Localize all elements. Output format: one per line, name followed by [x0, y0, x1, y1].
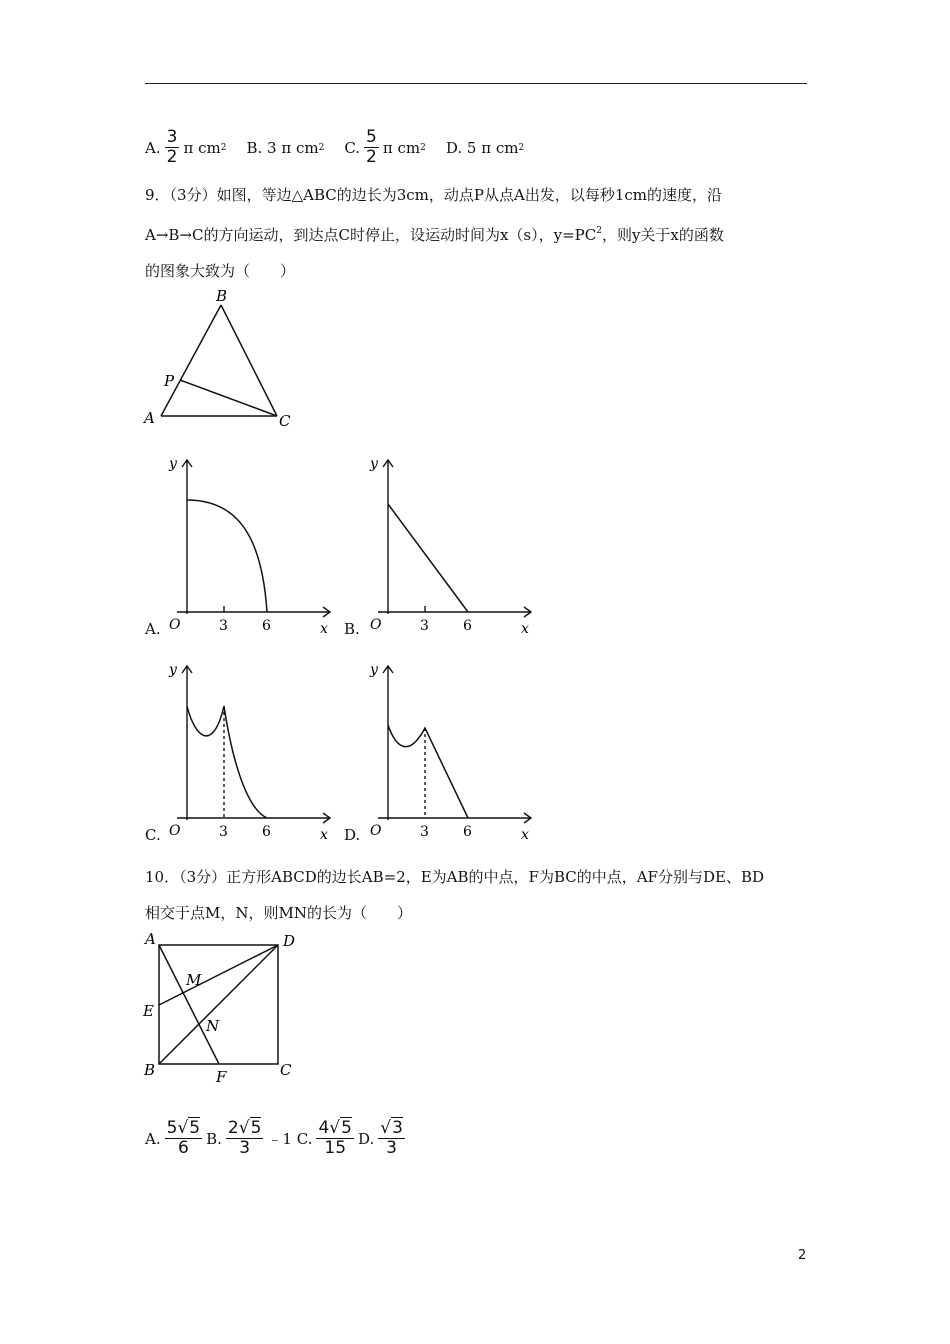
fraction: $\frac{5}{2}$	[366, 127, 377, 167]
svg-text:y: y	[169, 456, 177, 472]
q10-option-c[interactable]: C. $\frac{4√5}{15}$	[296, 1118, 352, 1158]
q9-triangle-figure	[140, 285, 300, 435]
header-rule	[145, 83, 807, 84]
svg-text:y: y	[169, 662, 177, 678]
label-e: E	[143, 1002, 154, 1020]
label-c: C	[280, 1061, 292, 1079]
svg-text:6: 6	[262, 618, 271, 634]
label-f: F	[216, 1068, 227, 1086]
q10-option-a[interactable]: A. $\frac{5√5}{6}$	[145, 1118, 201, 1158]
q9-option-b-label[interactable]: B.	[344, 620, 360, 638]
fraction: $\frac{4√5}{15}$	[318, 1118, 352, 1158]
label-b: B	[144, 1061, 156, 1079]
svg-text:O: O	[370, 823, 382, 839]
svg-text:x: x	[320, 621, 328, 637]
svg-text:x: x	[320, 827, 328, 843]
q9-option-c-label[interactable]: C.	[145, 826, 161, 844]
svg-text:3: 3	[420, 618, 429, 634]
svg-text:3: 3	[420, 824, 429, 840]
svg-text:6: 6	[262, 824, 271, 840]
svg-text:O: O	[169, 617, 181, 633]
svg-text:y: y	[370, 456, 378, 472]
q10-line-1: 10．（3分）正方形ABCD的边长AB=2，E为AB的中点，F为BC的中点，AF分别与DE、BD	[145, 868, 764, 886]
svg-text:3: 3	[219, 618, 228, 634]
q9-graph-c[interactable]	[163, 658, 343, 848]
page-number: 2	[798, 1248, 807, 1263]
fraction: $\frac{√3}{3}$	[380, 1118, 403, 1158]
q9-graph-a[interactable]	[163, 452, 343, 642]
q8-option-a[interactable]: A. $\frac{3}{2}$ π cm 2	[145, 127, 227, 167]
label-c: C	[279, 412, 291, 430]
q10-options	[145, 1119, 409, 1158]
q8-options	[145, 128, 524, 167]
q10-square-figure	[140, 928, 310, 1088]
q10-option-d[interactable]: D. $\frac{√3}{3}$	[357, 1118, 403, 1158]
q9-graph-d[interactable]	[364, 658, 544, 848]
label-b: B	[216, 287, 228, 305]
svg-text:O: O	[370, 617, 382, 633]
q9-line-2: A→B→C的方向运动，到达点C时停止，设运动时间为x（s），y=PC	[145, 226, 597, 244]
label-m: M	[186, 971, 202, 989]
label-a: A	[145, 930, 156, 948]
q8-option-b[interactable]: B. 3 π cm 2	[246, 138, 325, 157]
svg-text:6: 6	[463, 618, 472, 634]
svg-text:O: O	[169, 823, 181, 839]
svg-text:6: 6	[463, 824, 472, 840]
svg-text:x: x	[521, 621, 529, 637]
q10-stem	[145, 859, 810, 931]
label-d: D	[283, 932, 296, 950]
q8-option-d[interactable]: D. 5 π cm 2	[445, 138, 525, 157]
q9-option-d-label[interactable]: D.	[344, 826, 361, 844]
q9-line-1: 9．（3分）如图，等边△ABC的边长为3cm，动点P从点A出发，以每秒1cm的速度，沿	[145, 186, 722, 204]
fraction: $\frac{3}{2}$	[166, 127, 178, 167]
label-n: N	[206, 1017, 220, 1035]
fraction: $\frac{5√5}{6}$	[166, 1118, 201, 1158]
svg-text:y: y	[370, 662, 378, 678]
q9-stem: 9．（3分）如图，等边△ABC的边长为3cm，动点P从点A出发，以每秒1cm的速度，沿 A→B→C的方向运动，到达点C时停止，设运动时间为x（s），$y=PC^2$，则y关于x的函数 的图象大致为（ ）	[145, 186, 724, 280]
fraction: $\frac{2√5}{3}$	[227, 1118, 262, 1158]
q8-option-c[interactable]: C. $\frac{5}{2}$ π cm 2	[344, 127, 426, 167]
label-p: P	[164, 372, 175, 390]
q10-option-b[interactable]: B. $\frac{2√5}{3}$ ﹣1	[206, 1118, 292, 1158]
q9-graph-b[interactable]	[364, 452, 544, 642]
svg-text:3: 3	[219, 824, 228, 840]
q9-option-a-label[interactable]: A.	[145, 620, 161, 638]
q10-line-2: 相交于点M，N，则MN的长为（ ）	[145, 904, 412, 922]
svg-text:x: x	[521, 827, 529, 843]
q9-line-3: 的图象大致为（ ）	[145, 262, 296, 280]
label-a: A	[144, 409, 155, 427]
